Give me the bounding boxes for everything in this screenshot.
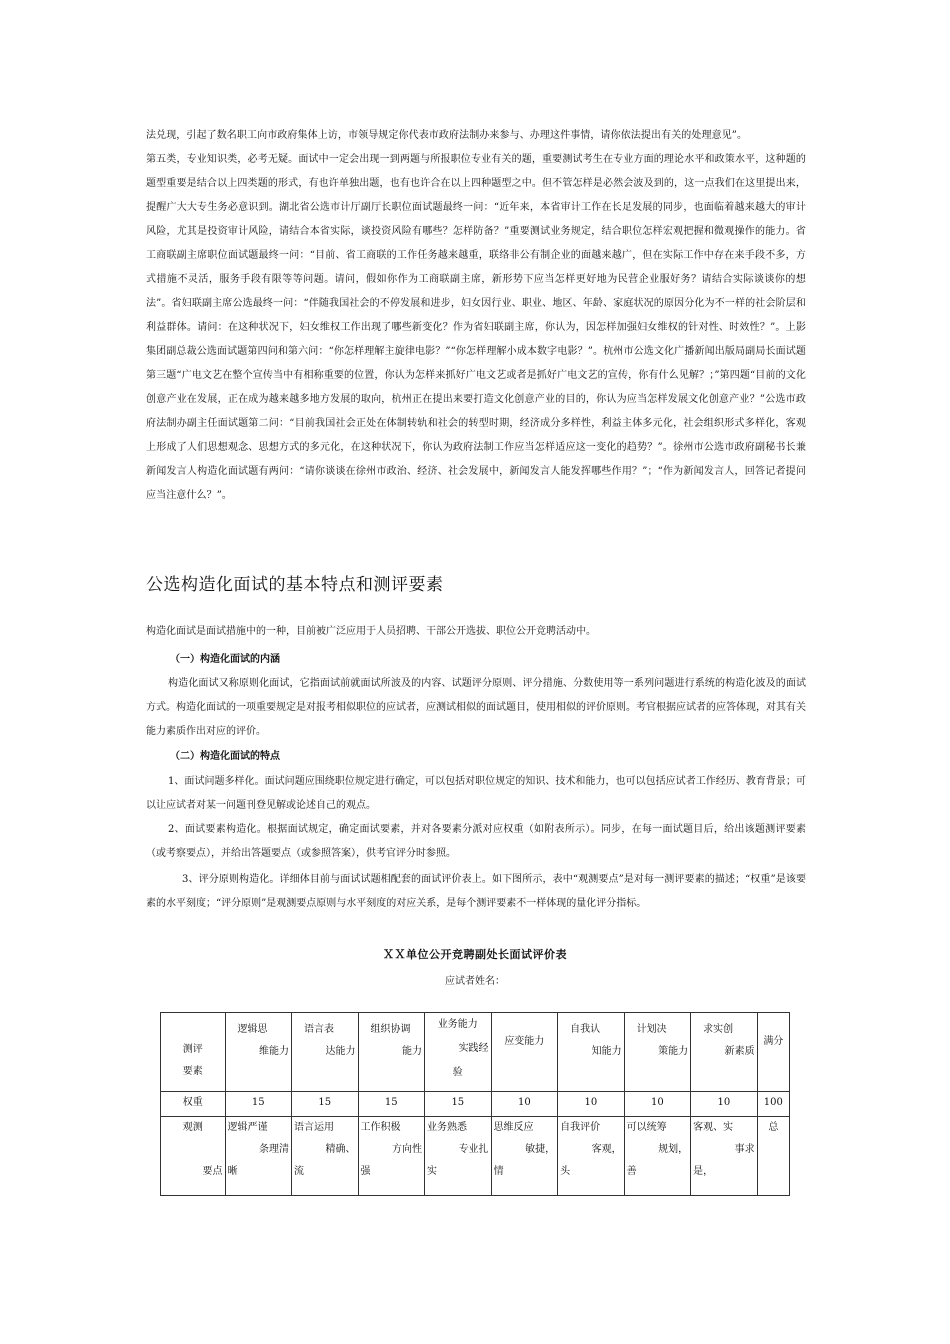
observation-cell: 逻辑严谨 条理清 晰 xyxy=(225,1117,292,1196)
weight-cell: 10 xyxy=(624,1092,691,1117)
header-cell: 语言表 达能力 xyxy=(292,1013,359,1092)
subsection-title-connotation: （一）构造化面试的内涵 xyxy=(170,654,280,665)
header-cell: 求实创 新素质 xyxy=(691,1013,758,1092)
applicant-name-label: 应试者姓名： xyxy=(445,976,505,987)
observation-label: 观测 要点 xyxy=(161,1117,226,1196)
table-header-row xyxy=(161,1013,790,1092)
feature-item-2: 2、面试要素构造化。根据面试规定，确定面试要素，并对各要素分派对应权重（如附表所示）。同步，在每一面试题目后，给出该题测评要素（或考察要点），并给出答题要点（或参照答案），供考官评分时参照。 xyxy=(146,824,806,859)
feature-item-1: 1、面试问题多样化。面试问题应围绕职位规定进行确定，可以包括对职位规定的知识、技术和能力，也可以包括应试者工作经历、教育背景；可以让应试者对某一问题刊登见解或论述自己的观点。 xyxy=(146,776,806,811)
feature-item-3: 3、评分原则构造化。详细体目前与面试试题相配套的面试评价表上。如下图所示，表中“观测要点”是对每一测评要素的描述；“权重”是该要素的水平刻度；“评分原则”是观测要点原则与水平刻度的对应关系，是每个测评要素不一样体现的量化评分指标。 xyxy=(146,874,806,909)
evaluation-table xyxy=(160,1012,790,1196)
observation-cell: 业务熟悉 专业扎 实 xyxy=(425,1117,492,1196)
weight-label: 权重 xyxy=(161,1092,226,1117)
weight-cell: 15 xyxy=(225,1092,292,1117)
observation-row xyxy=(161,1117,790,1196)
table-title: ＸＸ单位公开竞聘副处长面试评价表 xyxy=(383,948,567,961)
observation-cell: 语言运用 精确、 流 xyxy=(292,1117,359,1196)
section-heading: 公选构造化面试的基本特点和测评要素 xyxy=(146,575,444,595)
connotation-text: 构造化面试又称原则化面试，它指面试前就面试所波及的内容、试题评分原则、评分措施、分数使用等一系列问题进行系统的构造化波及的面试方式。构造化面试的一项重要规定是对报考相似职位的应试者，应测试相似的面试题目，使用相似的评价原则。考官根据应试者的应答体现，对其有关能力素质作出对应的评价。 xyxy=(146,678,806,737)
header-cell: 计划决 策能力 xyxy=(624,1013,691,1092)
body-text xyxy=(146,124,806,508)
observation-cell: 可以统筹 规划， 善 xyxy=(624,1117,691,1196)
header-cell: 业务能力 实践经 验 xyxy=(425,1013,492,1092)
header-cell: 应变能力 xyxy=(491,1013,558,1092)
header-cell: 自我认 知能力 xyxy=(558,1013,625,1092)
subsection-title-features: （二）构造化面试的特点 xyxy=(170,751,280,762)
weight-cell: 15 xyxy=(292,1092,359,1117)
weight-cell: 10 xyxy=(558,1092,625,1117)
observation-cell: 总 xyxy=(757,1117,789,1196)
observation-cell: 思维反应 敏捷， 情 xyxy=(491,1117,558,1196)
observation-cell: 工作积极 方向性 强 xyxy=(358,1117,425,1196)
observation-cell: 自我评价 客观， 头 xyxy=(558,1117,625,1196)
weight-cell: 15 xyxy=(358,1092,425,1117)
weight-cell: 15 xyxy=(425,1092,492,1117)
header-cell: 满分 xyxy=(757,1013,789,1092)
header-cell: 逻辑思 维能力 xyxy=(225,1013,292,1092)
paragraph-fifth-category: 第五类，专业知识类，必考无疑。面试中一定会出现一到两题与所报职位专业有关的题，重要测试考生在专业方面的理论水平和政策水平，这种题的题型重要是结合以上四类题的形式，有也许单独出题，也有也许合在以上四种题型之中。但不管怎样是必然会波及到的，这一点我们在这里提出来，提醒广大大专生务必意识到。湖北省公选市计厅副厅长职位面试题最终一问：“近年来，本省审计工作在长足发展的同步，也面临着越来越大的审计风险，尤其是投资审计风险，请结合本省实际，谈投资风险有哪些？怎样防备？”重要测试业务规定，结合职位怎样宏观把握和微观操作的能力。省工商联副主席职位面试题最终一问：“目前、省工商联的工作任务越来越重，联络非公有制企业的面越来越广，但在实际工作中存在来手段不多，方式措施不灵活，服务手段有限等等问题。请问，假如你作为工商联副主席，新形势下应当怎样更好地为民营企业服好务？请结合实际谈谈你的想法”。省妇联副主席公选最终一问：“伴随我国社会的不停发展和进步，妇女因行业、职业、地区、年龄、家庭状况的原因分化为不一样的社会阶层和利益群体。请问：在这种状况下，妇女维权工作出现了哪些新变化？作为省妇联副主席，你认为，因怎样加强妇女维权的针对性、时效性？”。上影集团副总裁公选面试题第四问和第六问：“你怎样理解主旋律电影？”“你怎样理解小成本数字电影？”。杭州市公选文化广播新闻出版局副局长面试题第三题“广电文艺在整个宣传当中有相称重要的位置，你认为怎样来抓好广电文艺或者是抓好广电文艺的宣传，你有什么见解？；”第四题“目前的文化创意产业在发展，正在成为越来越多地方发展的取向，杭州正在提出来要打造文化创意产业的目的，你认为应当怎样发展文化创意产业？”公选市政府法制办副主任面试题第二问：“目前我国社会正处在体制转轨和社会的转型时期，经济成分多样性，利益主体多元化，社会组织形式多样化，客观上形成了人们思想观念、思想方式的多元化，在这种状况下，你认为政府法制工作应当怎样适应这一变化的趋势？”。徐州市公选市政府副秘书长兼新闻发言人构造化面试题有两问：“请你谈谈在徐州市政治、经济、社会发展中，新闻发言人能发挥哪些作用？”；“作为新闻发言人，回答记者提问应当注意什么？”。 xyxy=(146,154,806,501)
paragraph-continuation: 法兑现，引起了数名职工向市政府集体上访，市领导规定你代表市政府法制办来参与、办理这件事情，请你依法提出有关的处理意见”。 xyxy=(146,130,748,141)
observation-cell: 客观、实 事求 是， xyxy=(691,1117,758,1196)
weight-cell: 10 xyxy=(491,1092,558,1117)
weight-cell: 100 xyxy=(757,1092,789,1117)
intro-text: 构造化面试是面试措施中的一种，目前被广泛应用于人员招聘、干部公开选拔、职位公开竞聘活动中。 xyxy=(146,626,596,637)
header-cell: 组织协调 能力 xyxy=(358,1013,425,1092)
weight-cell: 10 xyxy=(691,1092,758,1117)
header-cell: 测评 要素 xyxy=(161,1013,226,1092)
weight-row xyxy=(161,1092,790,1117)
